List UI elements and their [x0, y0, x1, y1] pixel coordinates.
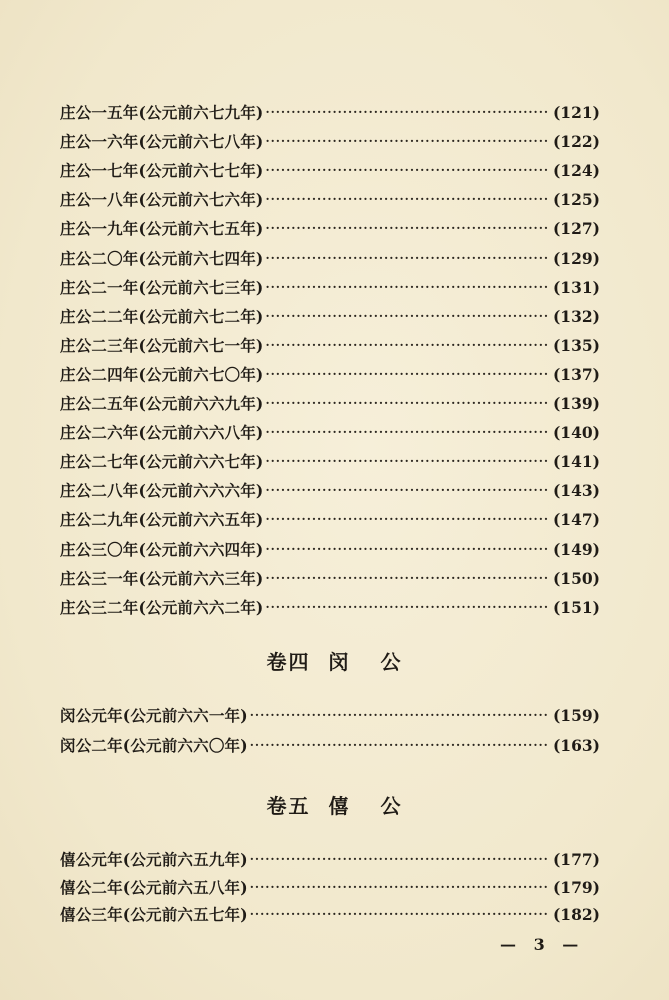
toc-leader-dots — [265, 98, 549, 127]
toc-entry-title: 庄公二五年(公元前六六九年) — [60, 394, 264, 413]
toc-entry[interactable] — [60, 476, 600, 505]
toc-entry-title: 庄公二〇年(公元前六七四年) — [60, 248, 264, 268]
toc-entry-page: (127) — [552, 219, 600, 239]
toc-entry[interactable] — [60, 360, 600, 389]
section-volume-label: 卷四 — [266, 650, 311, 674]
toc-leader-dots — [265, 593, 549, 622]
toc-entry-page: (151) — [552, 597, 600, 617]
toc-entry-title: 闵公元年(公元前六六一年) — [60, 706, 248, 725]
toc-entry-page: (141) — [552, 452, 600, 472]
toc-entry-page: (121) — [552, 103, 600, 122]
toc-entry[interactable] — [60, 244, 600, 273]
section-title-char: 僖 — [328, 794, 351, 818]
toc-entry-title: 庄公二二年(公元前六七二年) — [60, 306, 264, 326]
toc-entry-title: 庄公三〇年(公元前六六四年) — [60, 539, 264, 559]
toc-entry-title: 庄公二八年(公元前六六六年) — [60, 481, 264, 501]
toc-leader-dots — [265, 418, 549, 447]
section-title-char: 闵 — [328, 650, 351, 674]
toc-entry-page: (135) — [552, 335, 600, 355]
toc-entry-title: 庄公二三年(公元前六七一年) — [60, 335, 264, 355]
toc-entry[interactable] — [60, 505, 600, 534]
toc-entry-title: 庄公二六年(公元前六六八年) — [60, 423, 264, 443]
toc-leader-dots — [265, 214, 549, 243]
toc-entry-title: 僖公二年(公元前六五八年) — [60, 877, 248, 897]
toc-leader-dots — [265, 185, 549, 214]
toc-entry-title: 庄公一七年(公元前六七七年) — [60, 161, 264, 181]
toc-entry[interactable] — [60, 156, 600, 185]
toc-leader-dots — [250, 873, 549, 902]
toc-leader-dots — [265, 476, 549, 505]
toc-entry-title: 庄公二四年(公元前六七〇年) — [60, 364, 264, 384]
toc-entry[interactable] — [60, 418, 600, 447]
toc-leader-dots — [250, 701, 549, 730]
toc-leader-dots — [265, 127, 549, 156]
toc-entry-page: (143) — [552, 481, 600, 501]
toc-leader-dots — [265, 505, 549, 534]
section-heading-vol5 — [0, 790, 669, 819]
section-volume-label: 卷五 — [266, 794, 311, 818]
toc-entry-page: (177) — [552, 850, 600, 869]
toc-entry[interactable] — [60, 185, 600, 214]
toc-entry-page: (182) — [552, 905, 600, 924]
toc-entry-page: (140) — [552, 423, 600, 443]
toc-entry[interactable] — [60, 214, 600, 243]
toc-leader-dots — [265, 331, 549, 360]
toc-entry[interactable] — [60, 900, 600, 929]
toc-entry-title: 僖公元年(公元前六五九年) — [60, 850, 248, 869]
toc-leader-dots — [265, 389, 549, 418]
toc-entry-title: 庄公二一年(公元前六七三年) — [60, 277, 264, 297]
toc-entry-page: (139) — [552, 394, 600, 413]
toc-entry-page: (131) — [552, 277, 600, 297]
section-heading-vol4 — [0, 646, 669, 675]
toc-entry-page: (147) — [552, 510, 600, 530]
toc-entry-title: 庄公二九年(公元前六六五年) — [60, 510, 264, 530]
toc-entry-page: (179) — [552, 877, 600, 897]
toc-entry[interactable] — [60, 873, 600, 902]
toc-entry-page: (159) — [552, 706, 600, 725]
toc-leader-dots — [250, 845, 549, 874]
toc-entry[interactable] — [60, 127, 600, 156]
toc-entry[interactable] — [60, 389, 600, 418]
toc-entry-page: (122) — [552, 132, 600, 152]
toc-entry-page: (129) — [552, 248, 600, 268]
toc-entry[interactable] — [60, 731, 600, 760]
toc-entry-title: 庄公一九年(公元前六七五年) — [60, 219, 264, 239]
toc-leader-dots — [250, 900, 549, 929]
toc-entry[interactable] — [60, 845, 600, 874]
toc-entry-title: 庄公一八年(公元前六七六年) — [60, 190, 264, 210]
toc-entry-page: (150) — [552, 568, 600, 588]
toc-entry[interactable] — [60, 593, 600, 622]
toc-entry-title: 庄公一六年(公元前六七八年) — [60, 132, 264, 152]
toc-entry-page: (125) — [552, 190, 600, 210]
toc-entry-page: (137) — [552, 364, 600, 384]
toc-entry[interactable] — [60, 701, 600, 730]
toc-leader-dots — [265, 535, 549, 564]
toc-entry-page: (163) — [552, 735, 600, 755]
section-title-char: 公 — [380, 650, 403, 674]
page-number: — 3 — — [500, 935, 585, 954]
toc-entry-page: (132) — [552, 306, 600, 326]
toc-entry[interactable] — [60, 98, 600, 127]
toc-leader-dots — [265, 156, 549, 185]
toc-entry[interactable] — [60, 535, 600, 564]
toc-leader-dots — [250, 731, 549, 760]
toc-entry-title: 僖公三年(公元前六五七年) — [60, 905, 248, 924]
toc-entry-page: (149) — [552, 539, 600, 559]
section-title-char: 公 — [380, 794, 403, 818]
toc-entry[interactable] — [60, 273, 600, 302]
toc-entry-title: 闵公二年(公元前六六〇年) — [60, 735, 248, 755]
toc-leader-dots — [265, 447, 549, 476]
toc-entry[interactable] — [60, 302, 600, 331]
toc-entry-title: 庄公三二年(公元前六六二年) — [60, 597, 264, 617]
toc-entry-title: 庄公一五年(公元前六七九年) — [60, 103, 264, 122]
toc-entry-page: (124) — [552, 161, 600, 181]
toc-entry-title: 庄公三一年(公元前六六三年) — [60, 568, 264, 588]
toc-entry[interactable] — [60, 447, 600, 476]
toc-leader-dots — [265, 360, 549, 389]
toc-leader-dots — [265, 273, 549, 302]
toc-leader-dots — [265, 564, 549, 593]
toc-entry[interactable] — [60, 564, 600, 593]
toc-entry-title: 庄公二七年(公元前六六七年) — [60, 452, 264, 472]
toc-entry[interactable] — [60, 331, 600, 360]
toc-leader-dots — [265, 244, 549, 273]
toc-leader-dots — [265, 302, 549, 331]
